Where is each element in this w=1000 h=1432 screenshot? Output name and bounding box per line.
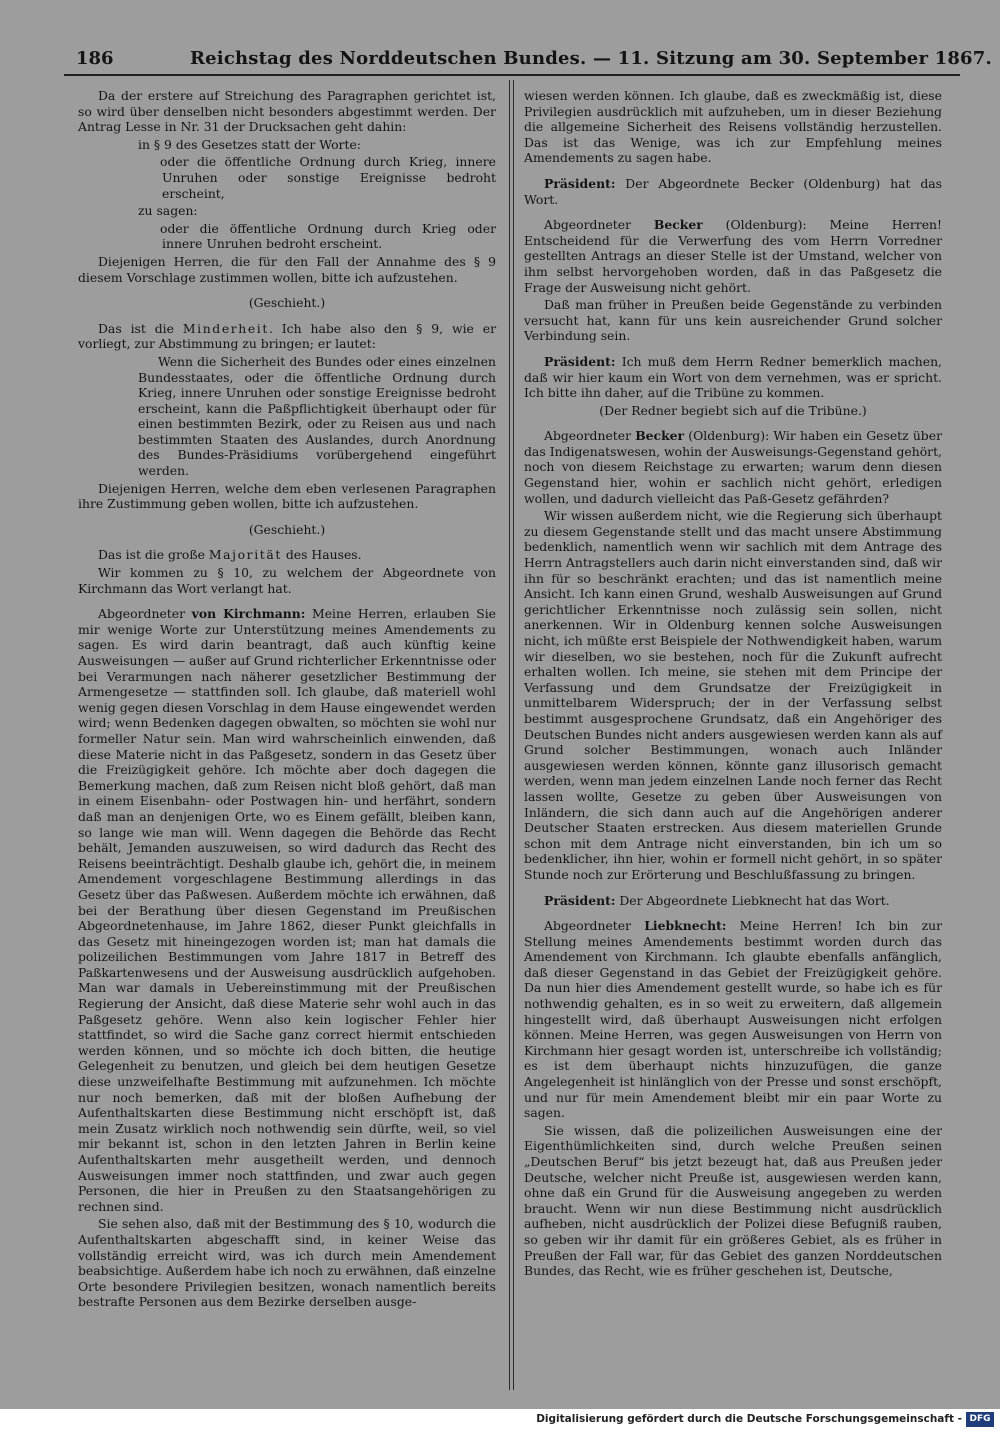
quoted-text: oder die öffentliche Ordnung durch Krieg oder innere Unruhen bedroht erscheint. xyxy=(160,220,496,252)
text-run: . Ich habe also den § 9, wie er vorliegt, zur Abstimmung zu bringen; er lautet: xyxy=(78,320,497,352)
text-run: Meine Herren! Ich bin zur Stellung meines Amendements bestimmt worden durch das Amendement von Kirchmann. Ich glaubte ebenfalls anfänglich, daß dieser Gegenstand in das Gebiet der Freizügigkeit gehöre. Da nun hier dies Amendement gestellt wurde, so habe ich es für nothwendig gehalten, es in so weit zu erweitern, daß allgemein hingestellt wird, daß überhaupt Ausweisungen nicht erfolgen können. Meine Herren, was gegen Ausweisungen von Herrn von Kirchmann hier gesagt worden ist, unterschreibe ich vollständig; es ist dem überhaupt nichts hinzuzufügen, die ganze Angelegenheit ist hinlänglich von der Presse und sonst erschöpft, und nur für mein Amendement bleibt mir ein paar Worte zu sagen. xyxy=(524,918,943,1121)
text-run: Meine Herren, erlauben Sie mir wenige Worte zur Unterstützung meines Amendements zu sagen. Es wird darin beantragt, daß auch künftig keine Ausweisungen — außer auf Grund richterlicher Erkenntnisse oder bei Verarmungen nach näherer gesetzlicher Bestimmung der Armengesetze — stattfinden soll. Ich glaube, daß materiell wohl wenig gegen diesen Vorschlag in dem Hause eingewendet werden wird; wenn Bedenken dagegen obwalten, so möchten sie wohl nur formeller Natur sein. Man wird wahrscheinlich einwenden, daß diese Materie nicht in das Paßgesetz, sondern in das Gesetz über die Freizügigkeit gehöre. Ich möchte aber doch dagegen die Bemerkung machen, daß zum Reisen nicht bloß gehört, daß man in einem Eisenbahn- oder Postwagen hin- und herfährt, sondern daß man an denjenigen Orte, wo es Einem gefällt, bleiben kann, so lange wie man will. Wenn dagegen die Behörde das Recht behält, Jemanden auszuweisen, so wird dadurch das Recht des Reisens beeinträchtigt. Deshalb glaube ich, gehört die, in meinem Amendement vorgeschlagene Bestimmung allerdings in das Gesetz über das Paßwesen. Außerdem möchte ich erwähnen, daß bei der Berathung über diesen Gegenstand im Preußischen Abgeordnetenhause, im Jahre 1862, dieser Punkt gleichfalls in das Gesetz mit hineingezogen worden ist; man hat damals die polizeilichen Bestimmungen vom Jahre 1817 in Betreff des Paßkartenwesens und der Ausweisung ausdrücklich aufgehoben. Man war damals in Uebereinstimmung mit der Preußischen Regierung der Ansicht, daß diese Materie sehr wohl auch in das Paßgesetz gehöre. Wenn also kein logischer Fehler hier stattfindet, so wird die Sache ganz correct hiermit entschieden werden können, und so möchte ich doch bitten, die heutige Gelegenheit zu benutzen, und gleich bei dem heutigen Gesetze diese unzweifelhafte Bestimmung mit aufzunehmen. Ich möchte nur noch bemerken, daß mit der bloßen Aufhebung der Aufenthaltskarten diese Bestimmung nicht erschöpft ist, daß mein Zusatz wirklich noch nothwendig sein dürfte, weil, so viel mir bekannt ist, schon in den letzten Jahren in Berlin keine Aufenthaltskarten mehr ausgetheilt werden, und dennoch Ausweisungen immer noch stattfinden, und zwar auch gegen Personen, die hier in Preußen zu den Staatsangehörigen zu rechnen sind. xyxy=(78,606,496,1214)
stage-direction: (Der Redner begiebt sich auf die Tribüne.) xyxy=(599,402,867,418)
text-run: Der Abgeordnete Liebknecht hat das Wort. xyxy=(615,892,890,908)
paragraph xyxy=(78,321,496,352)
speaker-name: Präsident: xyxy=(544,353,616,369)
left-column xyxy=(78,88,496,1312)
quoted-text: zu sagen: xyxy=(138,203,198,219)
running-head: Reichstag des Norddeutschen Bundes. — 11. Sitzung am 30. September 1867. xyxy=(190,48,992,69)
quoted-text: oder die öffentliche Ordnung durch Krieg, innere Unruhen oder sonstige Ereignisse bedroht erscheint, xyxy=(160,154,496,201)
speech xyxy=(524,428,942,506)
quoted-text: Wenn die Sicherheit des Bundes oder eines einzelnen Bundesstaates, oder die öffentliche Ordnung durch Krieg, innere Unruhen oder sonstige Ereignisse bedroht erscheint, kann die Paßpflichtigkeit überhaupt oder für einen bestimmten Bezirk, oder zu Reisen aus und nach bestimmten Staaten des Auslandes, durch Anordnung des Bundes-Präsidiums vorübergehend eingeführt werden. xyxy=(138,353,496,479)
page-number: 186 xyxy=(76,48,114,69)
speaker-name: von Kirchmann: xyxy=(191,606,306,622)
paragraph: Wir wissen außerdem nicht, wie die Regierung sich überhaupt zu diesem Gegenstande stellt und das macht unsere Abstimmung bedenklich, namentlich wenn wir sachlich mit dem Antrage des Herrn Antragstellers auch darin nicht einverstanden sind, daß wir ihn für so beschränkt erachten; und das ist namentlich meine Ansicht. Ich kann einen Grund, weshalb Ausweisungen auf Grund gerichtlicher Erkenntnisse noch zulässig sein sollen, nicht anerkennen. Wir in Oldenburg kennen solche Ausweisungen nicht, ich müßte erst Beispiele der Nothwendigkeit haben, warum wir dieselben, wo sie bestehen, noch für die Zukunft aufrecht erhalten wollen. Ich meine, sie stehen mit dem Principe der Verfassung und dem Grundsatze der Freizügigkeit in unmittelbarem Widerspruch; der in der Verfassung selbst bestimmt ausgesprochene Grundsatz, daß ein Angehöriger des Deutschen Bundes nicht anders ausgewiesen werden kann als auf Grund solcher Bestimmungen, wonach auch Inländer ausgewiesen werden können, könnte ganz illusorisch gemacht werden, wenn man jedem einzelnen Lande noch ferner das Recht lassen wollte, Gesetze zu geben über Ausweisungen von Inländern, die sich dann auch auf die Angehörigen anderer Deutscher Staaten erstrecken. Aus diesem materiellen Grunde schon mit dem Antrage nicht einverstanden, bin ich um so bedenklicher, ihn hier, wohin er formell nicht gehört, in so später Stunde noch zur Erörterung und Beschlußfassung zu bringen. xyxy=(524,508,942,882)
text-run: Der Abgeordnete Becker (Oldenburg) hat das Wort. xyxy=(524,175,942,207)
text-run: Abgeordneter xyxy=(544,217,654,233)
text-run: Abgeordneter xyxy=(544,428,636,444)
speech xyxy=(78,606,496,1214)
paragraph: Wir kommen zu § 10, zu welchem der Abgeordnete von Kirchmann das Wort verlangt hat. xyxy=(78,565,496,596)
text-run: Abgeordneter xyxy=(98,606,192,622)
right-column xyxy=(524,88,942,1281)
text-run: Abgeordneter xyxy=(544,918,645,934)
paragraph: wiesen werden können. Ich glaube, daß es zweckmäßig ist, diese Privilegien ausdrücklich mit aufzuheben, um in dieser Beziehung die allgemeine Sicherheit des Reisens vollständig herzustellen. Das ist das Wenige, was ich zur Empfehlung meines Amendements zu sagen habe. xyxy=(524,88,942,166)
speech xyxy=(524,217,942,295)
text-run: Das ist die xyxy=(98,320,183,336)
paragraph xyxy=(78,547,496,563)
footer xyxy=(0,1409,1000,1432)
paragraph: Sie wissen, daß die polizeilichen Ausweisungen eine der Eigenthümlichkeiten sind, durch welche Preußen seinen „Deutschen Beruf“ bis jetzt bezeugt hat, daß aus Preußen jeder Deutsche, welcher nicht Preuße ist, ausgewiesen werden kann, ohne daß ein Grund für die Ausweisung angegeben zu werden braucht. Wenn wir nun diese Bestimmung nicht ausdrücklich aufheben, nicht ausdrücklich der Polizei diese Befugniß rauben, so geben wir ihr damit für ein größeres Gebiet, als es früher in Preußen der Fall war, für das Gebiet des ganzen Norddeutschen Bundes, das Recht, wie es früher geschehen ist, Deutsche, xyxy=(524,1122,942,1279)
column-rule xyxy=(513,80,514,1390)
emphasized-text: Minderheit xyxy=(182,320,269,336)
speech xyxy=(524,354,942,401)
text-run: des Hauses. xyxy=(281,547,362,563)
text-run: Das ist die große xyxy=(98,547,209,563)
speech xyxy=(524,893,942,909)
quoted-text: in § 9 des Gesetzes statt der Worte: xyxy=(138,136,361,152)
dfg-logo-icon: DFG xyxy=(966,1412,994,1427)
speaker-name: Liebknecht: xyxy=(644,918,727,934)
column-rule xyxy=(509,80,510,1390)
stage-direction: (Geschieht.) xyxy=(248,295,326,311)
paragraph: Da der erstere auf Streichung des Paragraphen gerichtet ist, so wird über denselben nicht besonders abgestimmt werden. Der Antrag Lesse in Nr. 31 der Drucksachen geht dahin: xyxy=(78,88,496,135)
text-run: (Oldenburg): Wir haben ein Gesetz über das Indigenatswesen, wohin der Ausweisungs-Gegenstand gehört, noch von diesem Reichstage zu erwarten; warum denn diesen Gegenstand hier, wohin er sachlich nicht gehört, erledigen wollen, und dadurch vielleicht das Paß-Gesetz gefährden? xyxy=(524,428,942,506)
speech xyxy=(524,176,942,207)
text-run: Ich muß dem Herrn Redner bemerklich machen, daß wir hier kaum ein Wort von dem vernehmen, was er spricht. Ich bitte ihn daher, auf die Tribüne zu kommen. xyxy=(524,353,942,401)
speech xyxy=(524,918,942,1121)
paragraph: Diejenigen Herren, welche dem eben verlesenen Paragraphen ihre Zustimmung geben wollen, bitte ich aufzustehen. xyxy=(78,480,496,512)
speaker-name: Präsident: xyxy=(544,892,616,908)
page-header xyxy=(0,46,1000,72)
stage-direction: (Geschieht.) xyxy=(248,521,326,537)
paragraph: Sie sehen also, daß mit der Bestimmung des § 10, wodurch die Aufenthaltskarten abgeschafft sind, in keiner Weise das vollständig erreicht wird, was ich durch mein Amendement beabsichtige. Außerdem habe ich noch zu erwähnen, daß einzelne Orte besondere Privilegien besitzen, wonach namentlich bereits bestrafte Personen aus dem Bezirke derselben ausge- xyxy=(78,1216,496,1310)
funding-credit: Digitalisierung gefördert durch die Deutsche Forschungsgemeinschaft - xyxy=(536,1413,962,1425)
speaker-name: Becker xyxy=(653,217,703,233)
text-run: (Oldenburg): Meine Herren! Entscheidend für die Verwerfung des vom Herrn Vorredner gestellten Antrags an dieser Stelle ist der Umstand, welcher von ihm selbst hervorgehoben worden, daß in das Paßgesetz die Frage der Ausweisung nicht gehört. xyxy=(524,217,942,295)
paragraph: Daß man früher in Preußen beide Gegenstände zu verbinden versucht hat, kann für uns kein ausreichender Grund solcher Verbindung sein. xyxy=(524,297,942,344)
header-rule xyxy=(64,74,960,76)
speaker-name: Präsident: xyxy=(544,175,616,191)
paragraph: Diejenigen Herren, die für den Fall der Annahme des § 9 diesem Vorschlage zustimmen wollen, bitte ich aufzustehen. xyxy=(78,253,496,285)
emphasized-text: Majorität xyxy=(208,547,282,563)
speaker-name: Becker xyxy=(635,428,685,444)
